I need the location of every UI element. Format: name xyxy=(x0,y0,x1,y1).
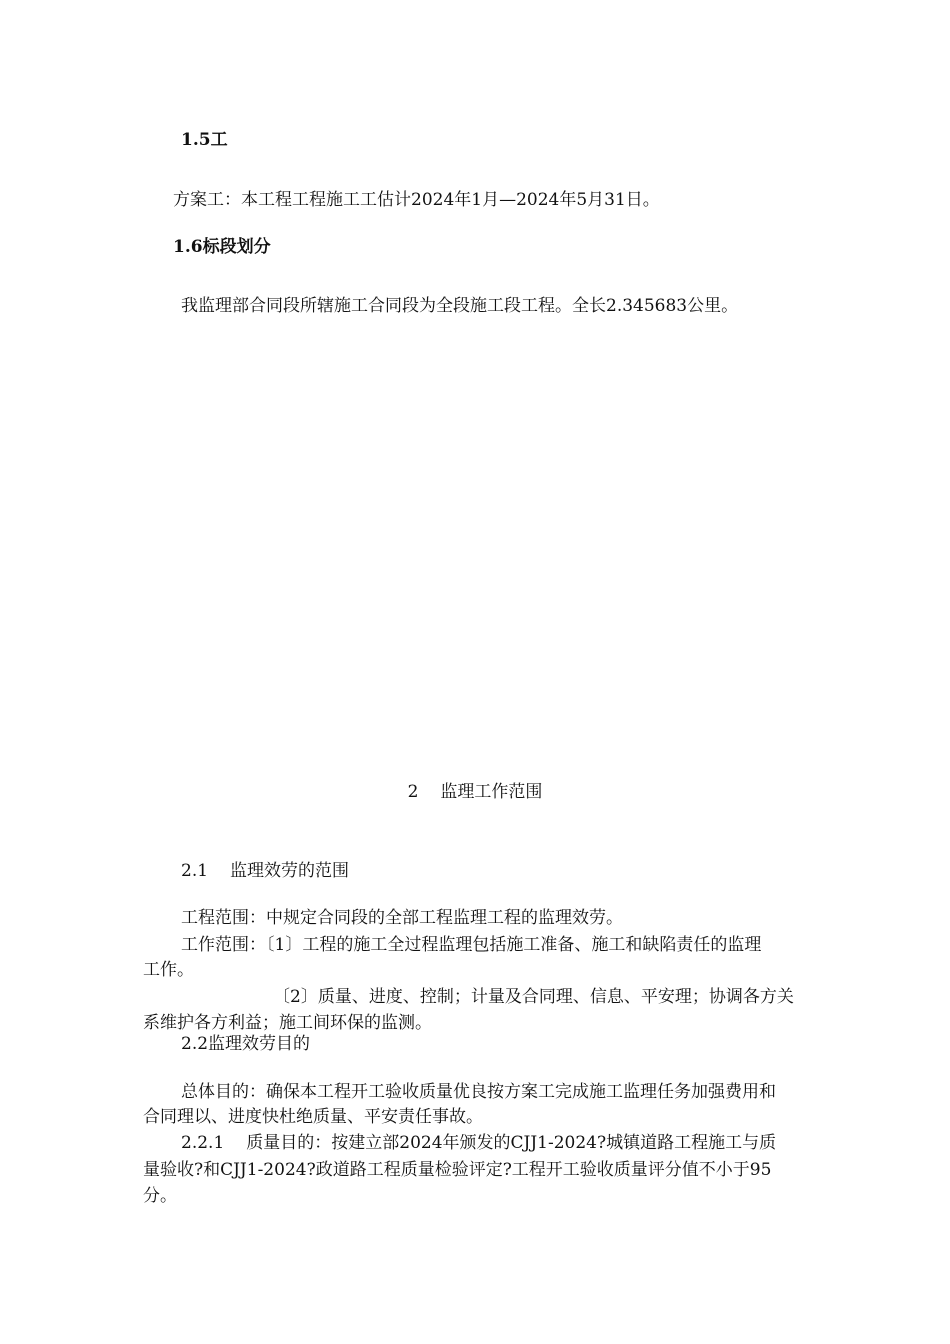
section-1-6-text: 我监理部合同段所辖施工合同段为全段施工段工程。全长2.345683公里。 xyxy=(181,296,739,316)
section-2-1-heading xyxy=(181,858,349,884)
overall-goal-line-1: 总体目的：确保本工程开工验收质量优良按方案工完成施工监理任务加强费用和 xyxy=(181,1082,776,1102)
engineering-scope: 工程范围：中规定合同段的全部工程监理工程的监理效劳。 xyxy=(181,908,623,928)
section-2-2-heading: 2.2监理效劳目的 xyxy=(181,1034,311,1054)
section-1-5-heading: 1.5工 xyxy=(181,130,228,150)
chapter-title: 监理工作范围 xyxy=(440,782,543,802)
work-scope-2-line-1: 〔2〕质量、进度、控制；计量及合同理、信息、平安理；协调各方关 xyxy=(273,987,794,1007)
section-2-2-1-line-1 xyxy=(181,1130,776,1156)
section-number: 2.1 xyxy=(181,861,209,881)
section-1-5-text: 方案工：本工程工程施工工估计2024年1月—2024年5月31日。 xyxy=(173,190,660,210)
quality-goal-text: 质量目的：按建立部2024年颁发的CJJ1-2024?城镇道路工程施工与质 xyxy=(246,1133,777,1153)
chapter-2-heading xyxy=(0,779,950,805)
section-1-6-heading: 1.6标段划分 xyxy=(173,237,271,257)
section-2-2-1-line-2: 量验收?和CJJ1-2024?政道路工程质量检验评定?工程开工验收质量评分值不小于95 xyxy=(143,1160,772,1180)
section-2-2-1-line-3: 分。 xyxy=(143,1186,177,1206)
chapter-number: 2 xyxy=(407,782,419,802)
subsection-number: 2.2.1 xyxy=(181,1133,225,1153)
work-scope-1-line-1: 工作范围：〔1〕工程的施工全过程监理包括施工准备、施工和缺陷责任的监理 xyxy=(181,935,762,955)
work-scope-2-line-2: 系维护各方利益；施工间环保的监测。 xyxy=(143,1013,432,1033)
section-title: 监理效劳的范围 xyxy=(230,861,350,881)
overall-goal-line-2: 合同理以、进度快杜绝质量、平安责任事故。 xyxy=(143,1107,483,1127)
work-scope-1-line-2: 工作。 xyxy=(143,960,194,980)
